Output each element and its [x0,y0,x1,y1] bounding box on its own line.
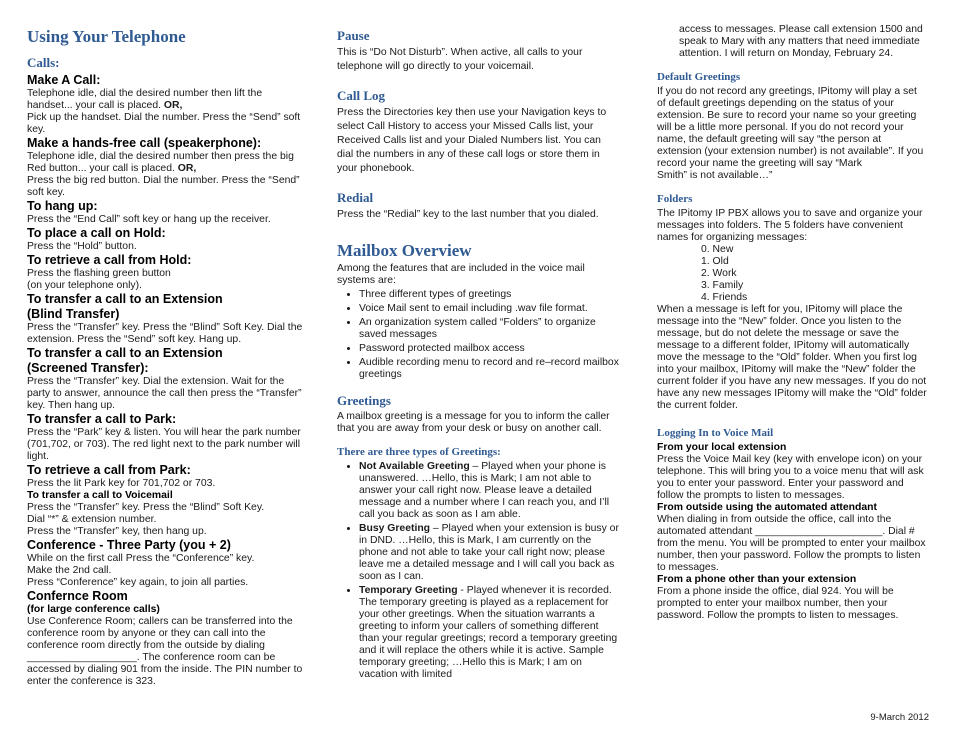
hold-title: To place a call on Hold: [27,226,166,240]
call-log-title: Call Log [337,88,386,103]
list-item: 1. Old [701,256,729,267]
column-middle [337,28,619,683]
login-other-text: From a phone inside the office, dial 924. You will be prompted to enter your mailbox number, then your password. Follow the prompts to listen to messages. [657,586,899,621]
list-item: • Not Available Greeting – Played when your phone is unanswered. …Hello, this is Mark; I am not able to answer your call right now. Please leave a detailed message and a number where I can reach you, and I’ll call you back as soon as I am able. [359,461,619,521]
column-left [27,26,305,688]
list-item: • An organization system called “Folders” to organize saved messages [359,317,619,341]
screened-transfer-title: To transfer a call to an Extension [27,346,223,360]
hold-text: Press the “Hold” button. [27,241,137,252]
blind-transfer-title: To transfer a call to an Extension [27,292,223,306]
hangup-text: Press the “End Call” soft key or hang up the receiver. [27,214,271,225]
default-greetings-title: Default Greetings [657,71,741,83]
make-call-title: Make A Call: [27,73,101,87]
default-greetings-text-2: Smith” is not available…” [657,170,773,181]
redial-title: Redial [337,190,374,205]
list-item: 4. Friends [701,292,748,303]
make-call-text-2: Pick up the handset. Dial the number. Press the “Send” soft key. [27,112,301,135]
call-log-text: Press the Directories key then use your Navigation keys to select Call History to access your Missed Calls list, your Received Calls list and your Dialed Numbers list. You can dial the numbers in any of these call logs or store them in your phonebook. [337,107,607,174]
redial-text: Press the “Redial” key to the last number that you dialed. [337,209,599,220]
mailbox-overview-title: Mailbox Overview [337,241,472,260]
voicemail-transfer-title: To transfer a call to Voicemail [27,490,173,501]
conf-room-subtitle: (for large conference calls) [27,604,160,615]
folders-intro: The IPitomy IP PBX allows you to save and organize your messages into folders. The 5 folders have convenient names for organizing messages: [657,208,923,243]
handsfree-title: Make a hands-free call (speakerphone): [27,136,262,150]
handsfree-text: Telephone idle, dial the desired number then press the big Red button... your call is placed. OR, [27,151,294,174]
park-title: To transfer a call to Park: [27,412,177,426]
greetings-title: Greetings [337,393,391,408]
park-text: Press the “Park” key & listen. You will hear the park number (701,702, or 703). The red light next to the park number will light. [27,427,301,462]
list-item: 3. Family [701,280,744,291]
page-title: Using Your Telephone [27,27,186,46]
voicemail-transfer-text-3: Press the “Transfer” key, then hang up. [27,526,207,537]
list-item: • Audible recording menu to record and re–record mailbox greetings [359,357,619,381]
pause-title: Pause [337,28,370,43]
footer-date: 9-March 2012 [870,712,929,723]
list-item: • Busy Greeting – Played when your extension is busy or in DND. …Hello, this is Mark, I am currently on the phone and not able to take your call right now; please leave me a detailed message and I will call you back as soon as I can. [359,523,619,583]
list-item: • Three different types of greetings [359,289,619,301]
voicemail-transfer-text-2: Dial “*” & extension number. [27,514,157,525]
login-local-text: Press the Voice Mail key (key with envelope icon) on your telephone. This will bring you to a voice menu that will ask you to enter your password. Enter your password and follow the prompts to listen to messages. [657,454,924,501]
conference-text-2: Make the 2nd call. [27,565,112,576]
screened-transfer-text: Press the “Transfer” key. Dial the extension. Wait for the party to answer, announce the call then press the “Transfer” key. Then hang up. [27,376,302,411]
calls-heading: Calls: [27,55,60,70]
conf-room-title: Confernce Room [27,589,128,603]
login-outside-text: When dialing in from outside the office, call into the automated attendant ______________________. Dial # from the menu. You will be prompted to enter your mailbox number, then your password. Follow the prompts to listen to messages. [657,514,926,573]
conf-room-text: Use Conference Room; callers can be transferred into the conference room by anyone or they can call into the conference room directly from the outside by dialing ___________________. The conference room can be accessed by dialing 901 from the inside. The PIN number to enter the conference is 323. [27,616,303,687]
list-item: • Temporary Greeting - Played whenever it is recorded. The temporary greeting is played as a replacement for your other greetings. When the situation warrants a greeting to inform your callers of something different than your regular greetings; record a temporary greeting and it will replace the others while it is active. Sample temporary greeting; …Hello this is Mark; I am on vacation with limited [359,585,619,681]
retrieve-park-title: To retrieve a call from Park: [27,463,191,477]
blind-transfer-subtitle: (Blind Transfer) [27,307,120,321]
list-item: • Voice Mail sent to email including .wav file format. [359,303,619,315]
retrieve-hold-text-2: (on your telephone only). [27,280,142,291]
login-outside-title: From outside using the automated attendant [657,502,877,513]
default-greetings-text: If you do not record any greetings, IPitomy will play a set of default greetings depending on the status of your extension. Be sure to record your name so your greeting will be a little more personal. If you do not record your name, the default greeting will say “the person at extension (your extension number) is not available”. If you record your name the greeting will say “Mark [657,86,924,169]
folders-list [657,244,927,304]
conference-text-1: While on the first call Press the “Conference” key. [27,553,255,564]
handsfree-text-2: Press the big red button. Dial the number. Press the “Send” soft key. [27,175,300,198]
retrieve-hold-text: Press the flashing green button [27,268,171,279]
screened-transfer-subtitle: (Screened Transfer): [27,361,149,375]
mailbox-intro: Among the features that are included in the voice mail systems are: [337,263,585,286]
greeting-types-title: There are three types of Greetings: [337,446,501,458]
list-item: • Password protected mailbox access [359,343,619,355]
retrieve-park-text: Press the lit Park key for 701,702 or 703. [27,478,216,489]
conference-title: Conference - Three Party (you + 2) [27,538,231,552]
folders-title: Folders [657,193,693,205]
folders-text: When a message is left for you, IPitomy will place the message into the “New” folder. Once you listen to the message, but do not delete the message or save the message to a different folder, IPitomy will automatically move the message to the “Old” folder. When you first log into your mailbox, IPitomy will make the “New” folder the current folder if you have any new messages. If you do not have any new messages IPitomy will make the “Old” folder the current folder. [657,304,927,411]
voicemail-transfer-text-1: Press the “Transfer” key. Press the “Blind” Soft Key. [27,502,265,513]
greetings-text: A mailbox greeting is a message for you to inform the caller that you are away from your desk or busy on another call. [337,411,610,434]
greeting-continued-text: access to messages. Please call extension 1500 and speak to Mary with any matters that need immediate attention. I will return on Monday, February 24. [679,24,923,59]
login-other-title: From a phone other than your extension [657,574,857,585]
blind-transfer-text: Press the “Transfer” key. Press the “Blind” Soft Key. Dial the extension. Press the “Send” soft key. Hang up. [27,322,303,345]
hangup-title: To hang up: [27,199,98,213]
login-title: Logging In to Voice Mail [657,427,774,439]
pause-text: This is “Do Not Disturb”. When active, all calls to your telephone will go directly to your voicemail. [337,47,583,72]
mailbox-features-list [337,289,619,381]
login-local-title: From your local extension [657,442,787,453]
column-right [657,24,927,622]
retrieve-hold-title: To retrieve a call from Hold: [27,253,192,267]
conference-text-3: Press “Conference” key again, to join all parties. [27,577,249,588]
list-item: 0. New [701,244,734,255]
list-item: 2. Work [701,268,737,279]
make-call-text: Telephone idle, dial the desired number then lift the handset... your call is placed. OR, [27,88,263,111]
greeting-types-list [337,461,619,681]
